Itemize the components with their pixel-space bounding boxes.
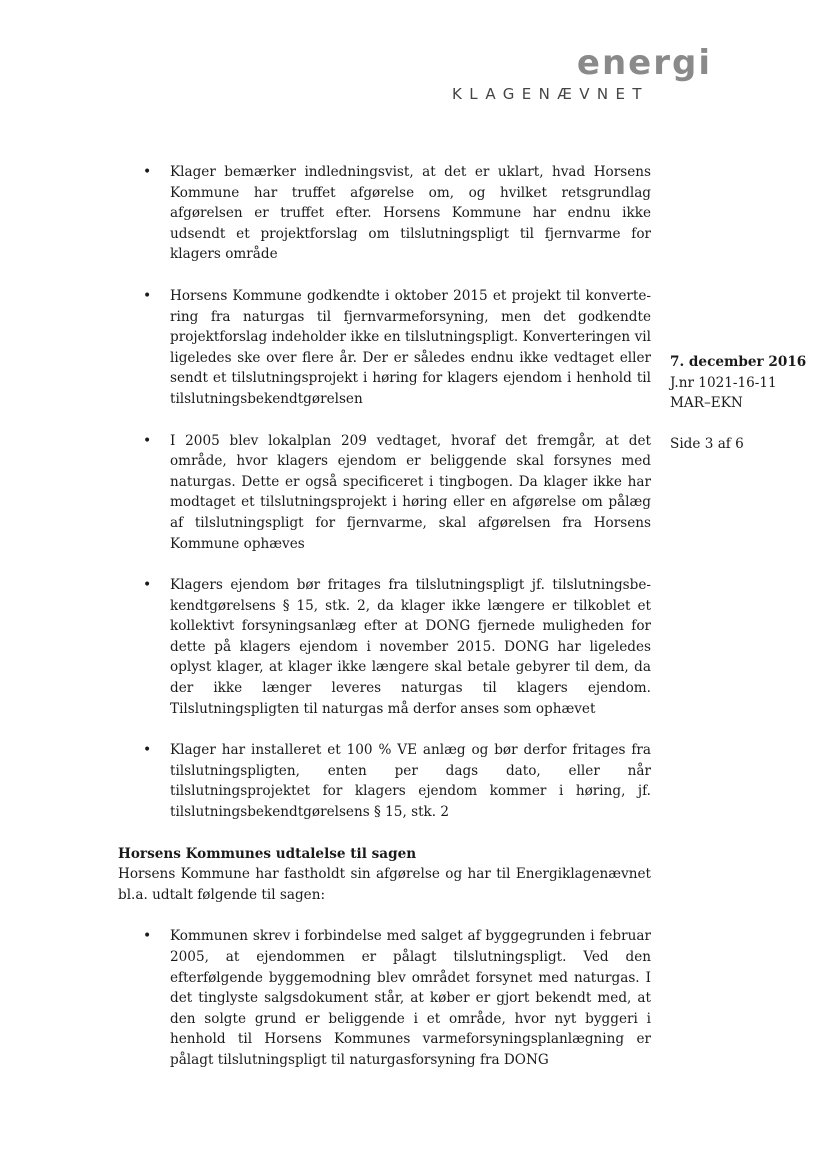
complaint-bullet-list <box>118 162 651 823</box>
bullet-icon: • <box>143 577 152 594</box>
municipality-bullet-list <box>118 926 651 1070</box>
page-number: Side 3 af 6 <box>670 435 744 452</box>
bullet-icon: • <box>143 164 152 180</box>
list-item: • Klagers ejendom bør fritages fra tilslutningspligt jf. tilslutningsbekendtgørelsens § 15, stk. 2, da klager ikke længere er tilkoblet et kollektivt forsyningsanlæg efter at DONG fjernede muligheden for dette på klagers ejendom i november 2015. DONG har ligeledes oplyst klager, at klager ikke længere skal betale gebyrer til dem, da der ikke længer leveres naturgas til klagers ejendom. Tilslutningspligten til naturgas må derfor anses som ophævet <box>143 577 651 717</box>
list-item: • Klager har installeret et 100 % VE anlæg og bør derfor fritages fra tilslutningspligten, enten per dags dato, eller når tilslutningsprojektet for klagers ejendom kommer i høring, jf. tilslutningsbekendtgørelsens § 15, stk. 2 <box>143 742 651 821</box>
journal-number: J.nr 1021-16-11 <box>670 374 777 391</box>
document-body <box>118 162 651 1092</box>
logo-subtitle: KLAGENÆVNET <box>452 85 649 103</box>
bullet-icon: • <box>143 432 152 449</box>
document-meta-sidebar <box>670 352 820 454</box>
bullet-icon: • <box>143 287 152 304</box>
bullet-icon: • <box>143 742 152 759</box>
bullet-icon: • <box>143 928 152 945</box>
list-item: • Klager bemærker indledningsvist, at det er uklart, hvad Horsens Kommune har truffet afgørelse om, og hvilket retsgrundlag afgørelsen er truffet efter. Horsens Kommune har endnu ikke udsendt et projektforslag om tilslutningspligt til fjernvarme for klagers område <box>143 164 651 263</box>
section-heading: Horsens Kommunes udtalelse til sagen <box>118 845 417 862</box>
list-item: • Kommunen skrev i forbindelse med salget af byggegrunden i februar 2005, at ejendommen er pålagt tilslutningspligt. Ved den efterfølgende byggemodning blev området forsynet med naturgas. I det tinglyste salgsdokument står, at køber er gjort bekendt med, at den solgte grund er beliggende i et område, hvor nyt byggeri i henhold til Horsens Kommunes varmeforsyningsplanlægning er pålagt tilslutningspligt til naturgasforsyning fra DONG <box>143 928 651 1068</box>
section-intro: Horsens Kommune har fastholdt sin afgørelse og har til Energiklagenævnet bl.a. udtalt følgende til sagen: <box>118 866 651 903</box>
case-initials: MAR–EKN <box>670 395 743 412</box>
document-date: 7. december 2016 <box>670 354 807 370</box>
list-item: • I 2005 blev lokalplan 209 vedtaget, hvoraf det fremgår, at det område, hvor klagers ejendom er beliggende skal forsynes med naturgas. Dette er også specificeret i tingbogen. Da klager ikke har modtaget et tilslutningsprojekt i høring eller en afgørelse om pålæg af tilslutningspligt for fjernvarme, skal afgørelsen fra Horsens Kommune ophæves <box>143 432 651 552</box>
list-item: • Horsens Kommune godkendte i oktober 2015 et projekt til konvertering fra naturgas til fjernvarmeforsyning, men det godkendte projektforslag indeholder ikke en tilslutningspligt. Konverteringen vil ligeledes ske over flere år. Der er således endnu ikke vedtaget eller sendt et tilslutningsprojekt i høring for klagers ejendom i henhold til tilslutningsbekendtgørelsen <box>143 287 651 407</box>
logo-wordmark: energi <box>576 43 712 83</box>
